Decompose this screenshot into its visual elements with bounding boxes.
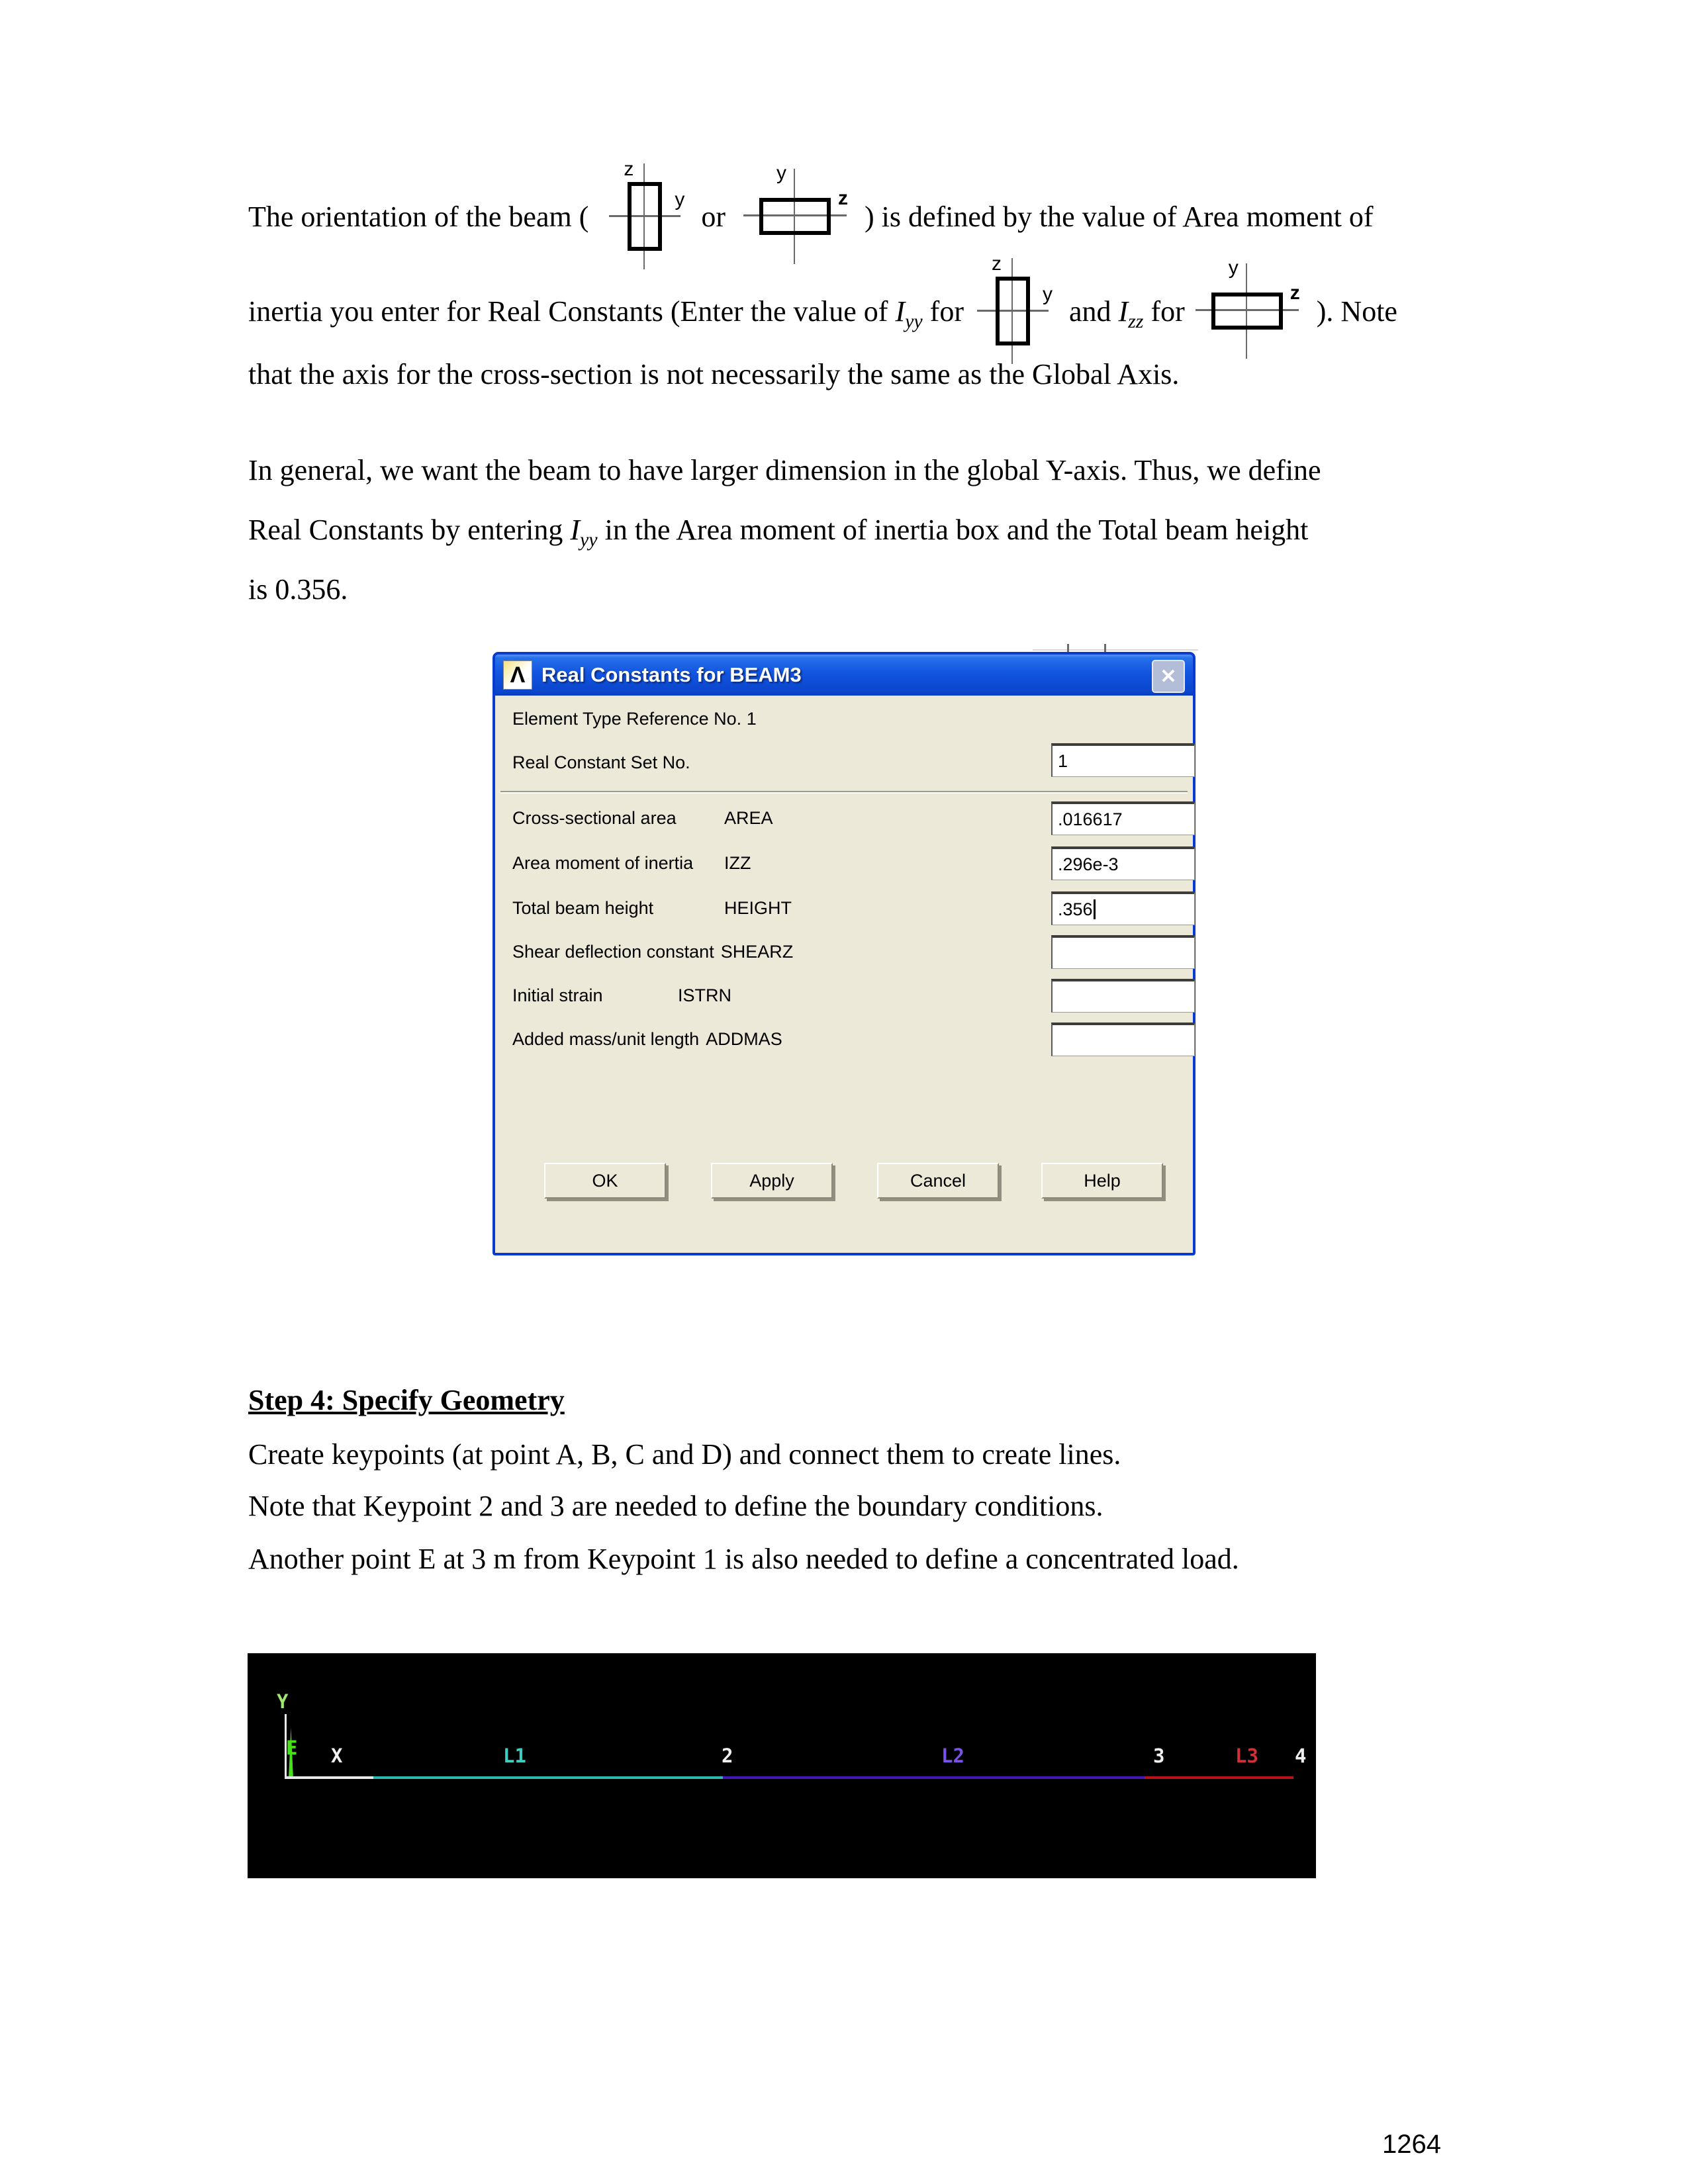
section-rect [1211, 293, 1283, 330]
x-axis-line [285, 1776, 373, 1779]
izz-field[interactable] [1051, 846, 1195, 880]
text-cursor [1094, 899, 1096, 919]
background-window-fragment [1067, 644, 1069, 652]
line-l2-label: L2 [941, 1745, 964, 1767]
paragraph2-line1 [248, 450, 1321, 490]
background-window-fragment [1033, 649, 1198, 651]
p1-l2-text-a: inertia you enter for Real Constants (Enter the value of [248, 295, 896, 328]
step4-line2: Note that Keypoint 2 and 3 are needed to define the boundary conditions. [248, 1489, 1103, 1522]
step4-line1: Create keypoints (at point A, B, C and D) and connect them to create lines. [248, 1437, 1121, 1471]
height-value: .356 [1058, 899, 1093, 919]
set-no-field[interactable] [1051, 743, 1195, 777]
page-number: 1264 [1382, 2130, 1441, 2159]
cancel-button[interactable]: Cancel [877, 1163, 999, 1199]
axis-label-right: y [1042, 283, 1053, 305]
triad-y-label: Y [277, 1690, 289, 1713]
istrn-field[interactable] [1051, 979, 1195, 1013]
addmas-field[interactable] [1051, 1023, 1195, 1056]
paragraph2-line3 [248, 569, 348, 609]
ansys-geometry-plot [248, 1653, 1316, 1878]
dialog-title-bar[interactable] [495, 655, 1193, 696]
axis-label-right: z [838, 187, 849, 209]
p1-l2-text-c: and [1061, 295, 1119, 328]
row-label-izz: Area moment of inertia IZZ [512, 853, 751, 873]
p1-l1-text-c: ) is defined by the value of Area moment of [857, 200, 1374, 233]
p1-l1-text-a: The orientation of the beam ( [248, 200, 596, 233]
keypoint-e-label: E [286, 1737, 298, 1759]
set-no-value: 1 [1058, 751, 1068, 771]
close-button[interactable]: ✕ [1152, 660, 1185, 693]
iyy-symbol: $I_{yy}$ [570, 513, 598, 551]
p1-l2-text-b: for [922, 295, 964, 328]
line-l2 [723, 1776, 1145, 1779]
keypoint-3-label: 3 [1153, 1745, 1165, 1767]
paragraph2-line2 [248, 510, 1308, 549]
keypoint-4-label: 4 [1295, 1745, 1307, 1767]
help-button[interactable]: Help [1041, 1163, 1163, 1199]
ok-button[interactable]: OK [544, 1163, 666, 1199]
izz-symbol: $I_{zz}$ [1118, 295, 1144, 332]
axis-label-up: z [624, 158, 634, 180]
paragraph1-line2 [248, 255, 1397, 367]
axis-label-up: z [991, 253, 1002, 275]
area-value: .016617 [1058, 809, 1123, 829]
step4-heading-text: Step 4: Specify Geometry [248, 1383, 565, 1416]
p2-l3-text: is 0.356. [248, 572, 348, 606]
row-label-istrn: Initial strain ISTRN [512, 985, 731, 1005]
p2-l2-text-b: in the Area moment of inertia box and the Total beam height [597, 513, 1309, 546]
p1-l2-text-e: ). Note [1309, 295, 1397, 328]
p2-l2-text-a: Real Constants by entering [248, 513, 571, 546]
beam-section-horizontal-icon [742, 163, 848, 269]
separator [500, 791, 1188, 794]
section-rect [996, 277, 1030, 345]
apply-button[interactable]: Apply [711, 1163, 833, 1199]
element-type-ref-label: Element Type Reference No. 1 [512, 709, 757, 729]
ansys-logo-icon: Λ [503, 660, 532, 690]
row-label-shearz: Shear deflection constant SHEARZ [512, 942, 794, 962]
line-l1 [373, 1776, 723, 1779]
beam-section-vertical-icon [973, 255, 1053, 367]
set-no-label: Real Constant Set No. [512, 752, 690, 772]
p2-l1-text: In general, we want the beam to have larger dimension in the global Y-axis. Thus, we define [248, 453, 1321, 486]
line-l3-label: L3 [1235, 1745, 1258, 1767]
step4-heading [248, 1380, 565, 1420]
axis-label-up: y [1228, 257, 1239, 279]
real-constants-dialog [492, 652, 1196, 1255]
keypoint-2-label: 2 [722, 1745, 733, 1767]
height-field[interactable] [1051, 891, 1195, 925]
axis-label-right: y [675, 189, 685, 210]
axis-label-up: y [776, 162, 787, 184]
line-l3 [1145, 1776, 1293, 1779]
paragraph1-line3 [248, 354, 1179, 394]
shearz-field[interactable] [1051, 935, 1195, 969]
dialog-title: Real Constants for BEAM3 [541, 663, 802, 686]
section-rect [628, 182, 662, 251]
row-label-addmas: Added mass/unit length ADDMAS [512, 1029, 782, 1049]
row-label-height: Total beam height HEIGHT [512, 898, 792, 918]
line-l1-label: L1 [503, 1745, 526, 1767]
izz-value: .296e-3 [1058, 854, 1119, 874]
background-window-fragment [1104, 644, 1106, 652]
p1-l1-text-b: or [694, 200, 733, 233]
step4-line3: Another point E at 3 m from Keypoint 1 is also needed to define a concentrated load. [248, 1542, 1239, 1575]
section-rect [759, 198, 831, 235]
p1-l3-text: that the axis for the cross-section is not necessarily the same as the Global Axis. [248, 357, 1180, 390]
row-label-area: Cross-sectional area AREA [512, 808, 773, 828]
axis-label-right: z [1289, 282, 1300, 304]
beam-section-horizontal-icon [1194, 258, 1300, 364]
iyy-symbol: $I_{yy}$ [895, 295, 923, 332]
triad-x-label: X [331, 1745, 343, 1767]
p1-l2-text-d: for [1143, 295, 1185, 328]
area-field[interactable] [1051, 801, 1195, 835]
